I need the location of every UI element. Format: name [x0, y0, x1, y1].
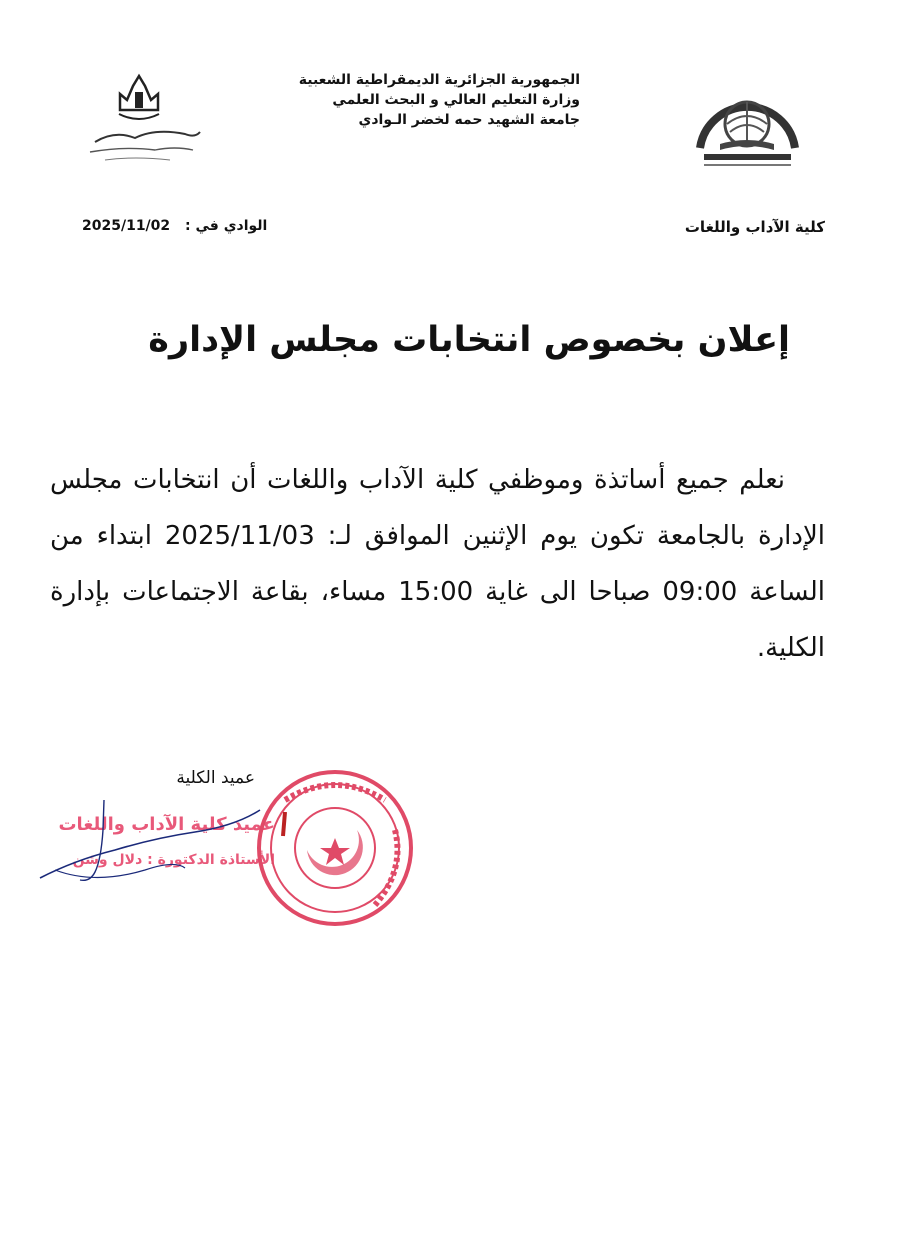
faculty-logo-icon: [75, 72, 210, 172]
announcement-title: إعلان بخصوص انتخابات مجلس الإدارة: [148, 320, 790, 360]
country-name: الجمهورية الجزائرية الديمقراطية الشعبية: [298, 72, 580, 88]
date-label: الوادي في :: [185, 218, 268, 234]
date-value: 2025/11/02: [82, 218, 171, 234]
official-seal-icon: [245, 760, 420, 930]
header-block: [230, 70, 580, 130]
handwritten-signature-icon: [35, 800, 275, 900]
faculty-name: كلية الآداب واللغات: [684, 218, 825, 236]
announcement-body: [50, 452, 825, 676]
dean-title: عميد الكلية: [176, 768, 255, 788]
stamp-name-line: الأستاذة الدكتورة : دلال وشن: [72, 852, 275, 868]
signature-stamp: [35, 800, 275, 900]
body-paragraph: نعلم جميع أساتذة وموظفي كلية الآداب واللغات أن انتخابات مجلس الإدارة بالجامعة تكون يوم الإثنين الموافق لـ: 2025/11/03 ابتداء من الساعة 09:00 صباحا الى غاية 15:00 مساء، بقاعة الاجتماعات بإدارة الكلية.: [50, 465, 825, 663]
university-name: جامعة الشهيد حمه لخضر الـوادي: [358, 112, 580, 128]
stamp-dean-line: عميد كلية الآداب واللغات: [58, 814, 275, 835]
university-logo-icon: [690, 78, 805, 173]
dateline: [82, 218, 267, 234]
ministry-name: وزارة التعليم العالي و البحث العلمي: [332, 92, 580, 108]
